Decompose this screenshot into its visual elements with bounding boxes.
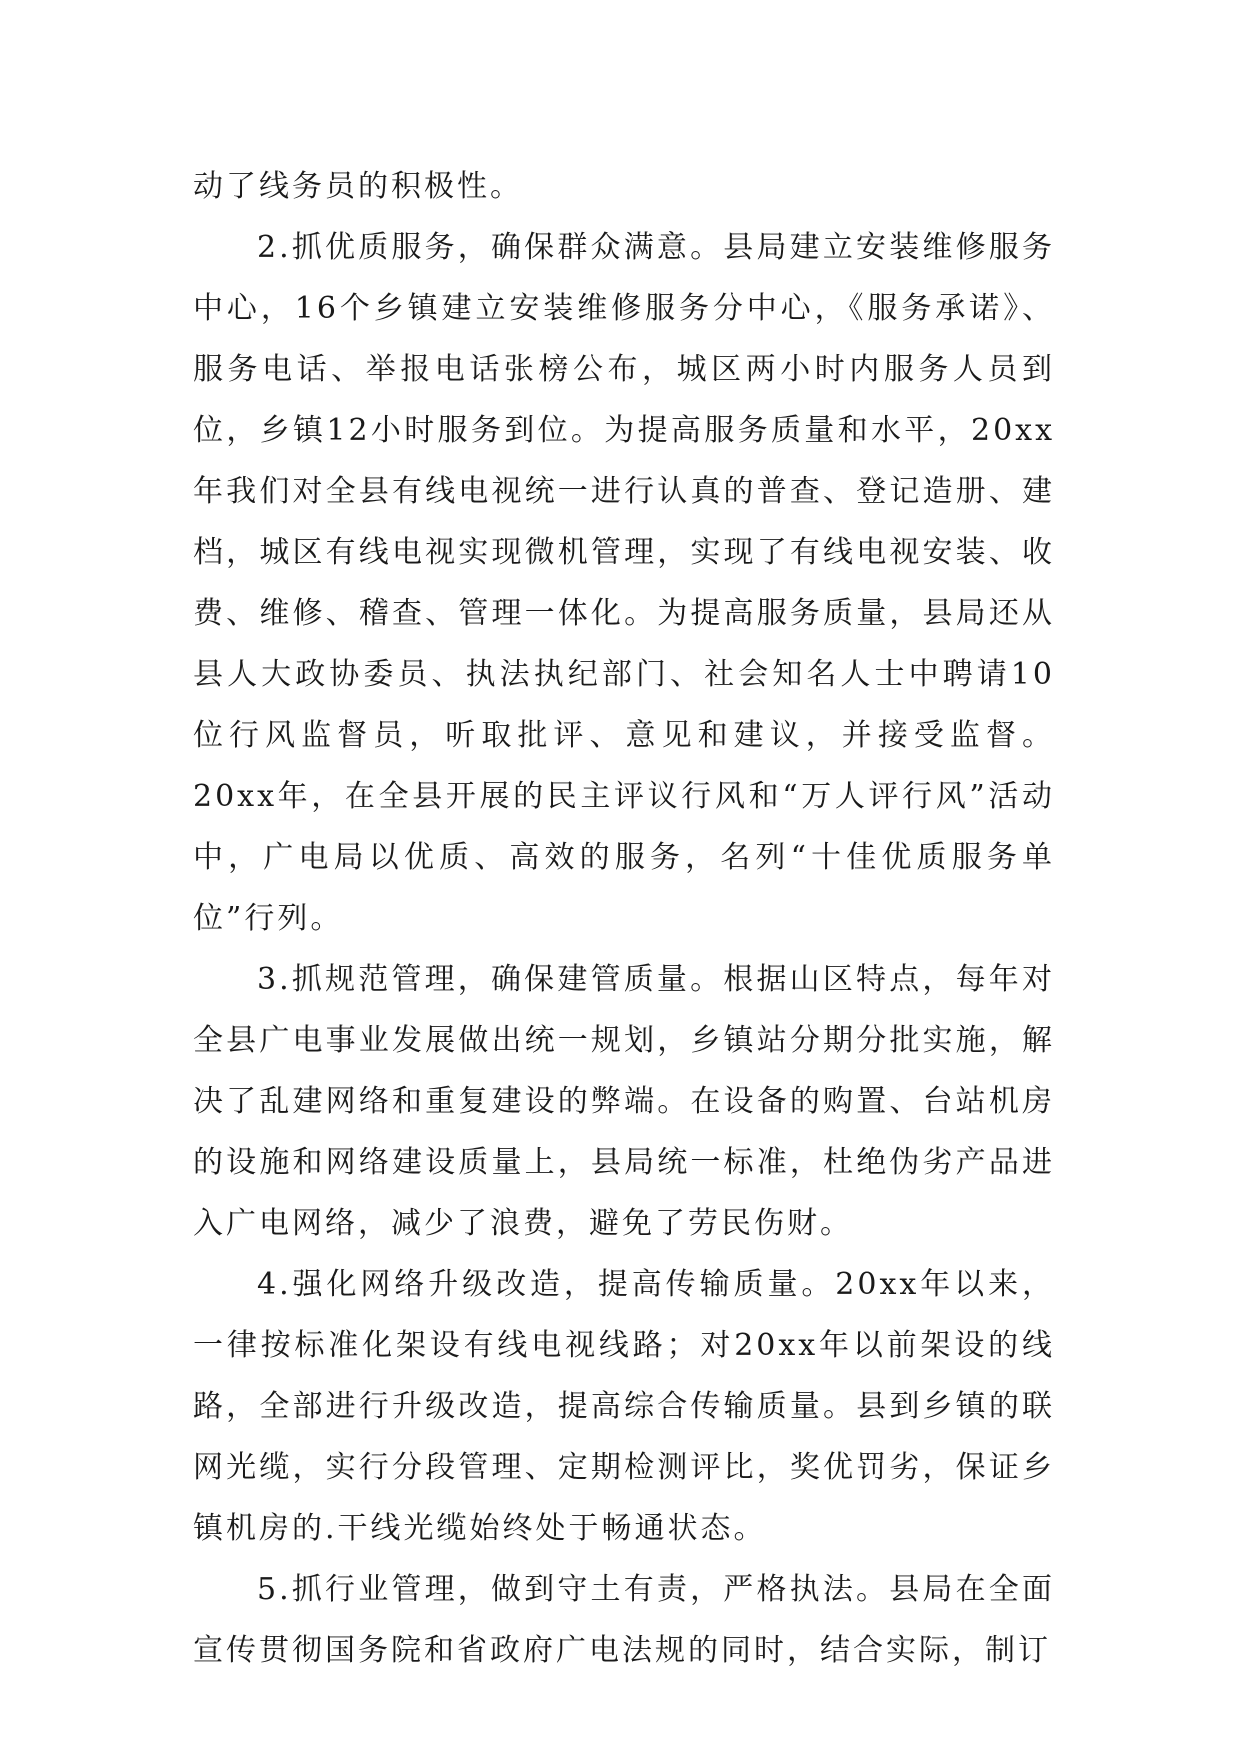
paragraph-continuation: 动了线务员的积极性。 [193,169,523,204]
paragraph-4-network-upgrade: 4.强化网络升级改造，提高传输质量。20xx年以来，一律按标准化架设有线电视线路；对20xx年以前架设的线路，全部进行升级改造，提高综合传输质量。县到乡镇的联网光缆，实行分段管理、定期检测评比，奖优罚劣，保证乡镇机房的.干线光缆始终处于畅通状态。 [193,1267,1055,1546]
paragraph-2-quality-service: 2.抓优质服务，确保群众满意。县局建立安装维修服务中心，16个乡镇建立安装维修服务分中心，《服务承诺》、服务电话、举报电话张榜公布，城区两小时内服务人员到位，乡镇12小时服务到位。为提高服务质量和水平，20xx年我们对全县有线电视统一进行认真的普查、登记造册、建档，城区有线电视实现微机管理，实现了有线电视安装、收费、维修、稽查、管理一体化。为提高服务质量，县局还从县人大政协委员、执法执纪部门、社会知名人士中聘请10位行风监督员，听取批评、意见和建议，并接受监督。20xx年，在全县开展的民主评议行风和“万人评行风”活动中，广电局以优质、高效的服务，名列“十佳优质服务单位”行列。 [193,230,1055,936]
paragraph-3-standard-management: 3.抓规范管理，确保建管质量。根据山区特点，每年对全县广电事业发展做出统一规划，乡镇站分期分批实施，解决了乱建网络和重复建设的弊端。在设备的购置、台站机房的设施和网络建设质量上，县局统一标准，杜绝伪劣产品进入广电网络，减少了浪费，避免了劳民伤财。 [193,962,1055,1241]
document-body [193,156,1055,1681]
paragraph-5-industry-management: 5.抓行业管理，做到守土有责，严格执法。县局在全面宣传贯彻国务院和省政府广电法规的同时，结合实际，制订 [193,1572,1055,1668]
